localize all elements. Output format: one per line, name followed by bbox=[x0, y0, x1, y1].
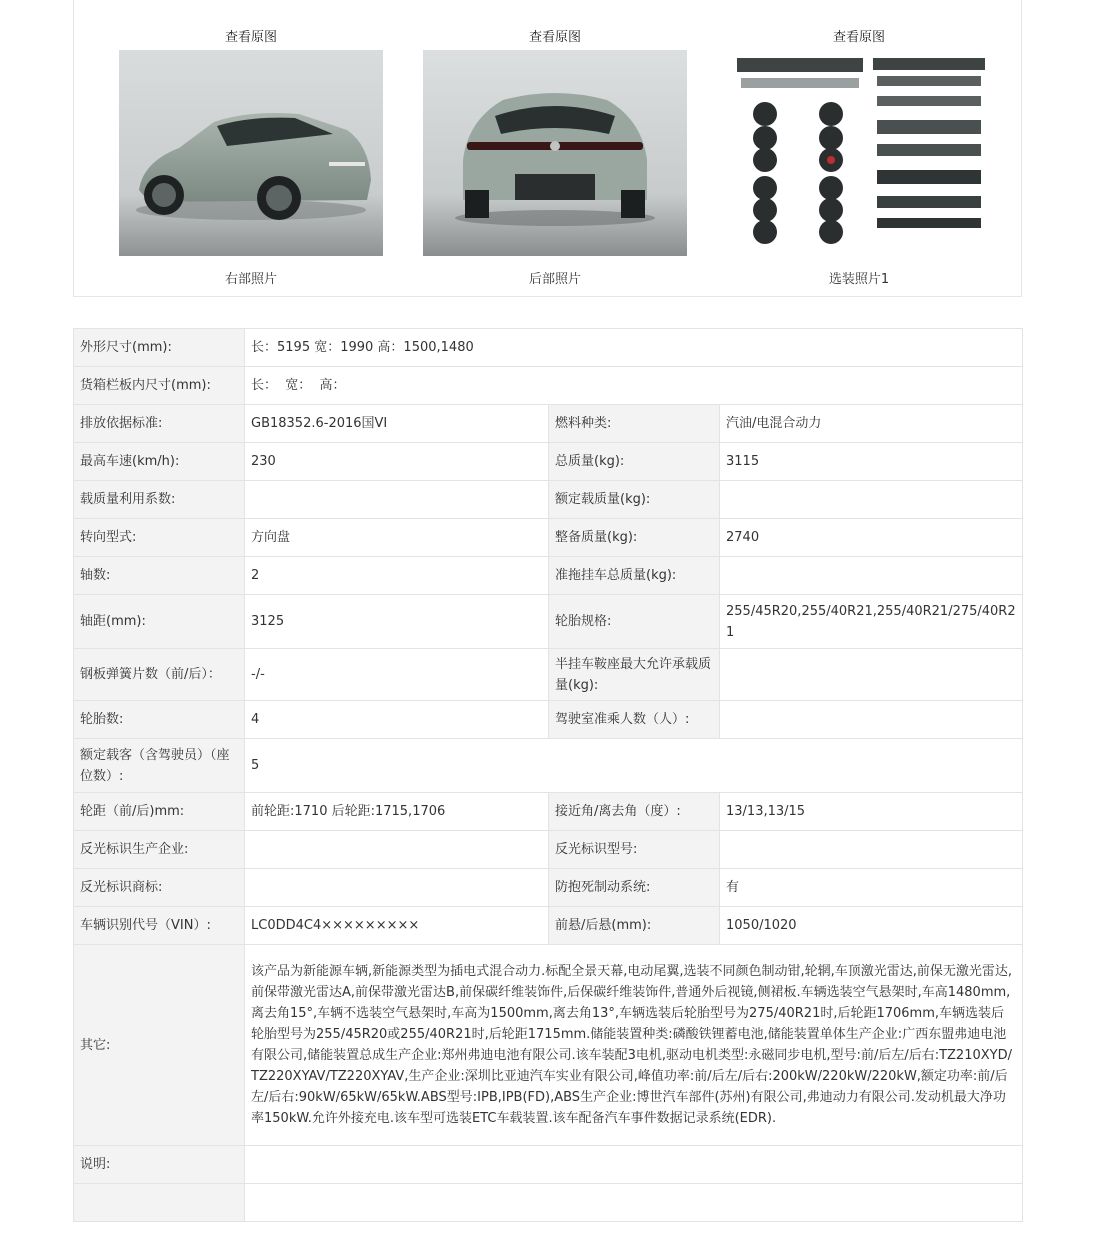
option-parts-photo[interactable] bbox=[727, 50, 991, 256]
spec-label: 整备质量(kg): bbox=[549, 519, 720, 557]
spec-value bbox=[245, 869, 549, 907]
table-row bbox=[74, 793, 1023, 831]
car-side-photo[interactable] bbox=[119, 50, 383, 256]
spec-value bbox=[245, 831, 549, 869]
spec-value: 长：5195 宽：1990 高：1500,1480 bbox=[245, 329, 1023, 367]
photo-cell-right bbox=[119, 0, 383, 297]
spec-value: -/- bbox=[245, 649, 549, 701]
spec-label: 轴数: bbox=[74, 557, 245, 595]
spec-label: 额定载客（含驾驶员）（座位数）: bbox=[74, 739, 245, 793]
spec-label: 接近角/离去角（度）: bbox=[549, 793, 720, 831]
spec-value: 汽油/电混合动力 bbox=[720, 405, 1023, 443]
table-row bbox=[74, 1184, 1023, 1222]
spec-value: LC0DD4C4××××××××× bbox=[245, 907, 549, 945]
spec-label: 半挂车鞍座最大允许承载质量(kg): bbox=[549, 649, 720, 701]
spec-label: 载质量利用系数: bbox=[74, 481, 245, 519]
spec-label: 最高车速(km/h): bbox=[74, 443, 245, 481]
spec-value: 2740 bbox=[720, 519, 1023, 557]
table-row bbox=[74, 405, 1023, 443]
spec-label: 轴距(mm): bbox=[74, 595, 245, 649]
spec-label: 外形尺寸(mm): bbox=[74, 329, 245, 367]
table-row bbox=[74, 907, 1023, 945]
spec-value bbox=[720, 481, 1023, 519]
photo-panel bbox=[73, 0, 1022, 297]
table-row bbox=[74, 739, 1023, 793]
spec-label: 额定载质量(kg): bbox=[549, 481, 720, 519]
table-row bbox=[74, 367, 1023, 405]
table-row bbox=[74, 649, 1023, 701]
spec-label: 防抱死制动系统: bbox=[549, 869, 720, 907]
spec-value: 230 bbox=[245, 443, 549, 481]
table-row bbox=[74, 869, 1023, 907]
table-row bbox=[74, 443, 1023, 481]
photo-caption: 选装照片1 bbox=[828, 272, 890, 287]
spec-label: 准拖挂车总质量(kg): bbox=[549, 557, 720, 595]
spec-value: 5 bbox=[245, 739, 1023, 793]
spec-value bbox=[720, 649, 1023, 701]
table-row bbox=[74, 557, 1023, 595]
table-row bbox=[74, 519, 1023, 557]
spec-label: 反光标识生产企业: bbox=[74, 831, 245, 869]
table-row bbox=[74, 831, 1023, 869]
spec-label: 轮胎数: bbox=[74, 701, 245, 739]
view-original-link[interactable]: 查看原图 bbox=[224, 30, 277, 45]
view-original-link[interactable]: 查看原图 bbox=[528, 30, 581, 45]
spec-table bbox=[73, 328, 1023, 1222]
spec-label: 排放依据标准: bbox=[74, 405, 245, 443]
spec-label: 轮胎规格: bbox=[549, 595, 720, 649]
spec-value-empty bbox=[245, 1184, 1023, 1222]
photo-caption: 后部照片 bbox=[528, 272, 581, 287]
spec-value bbox=[720, 831, 1023, 869]
table-row bbox=[74, 595, 1023, 649]
car-rear-photo[interactable] bbox=[423, 50, 687, 256]
spec-label: 总质量(kg): bbox=[549, 443, 720, 481]
table-row bbox=[74, 329, 1023, 367]
table-row bbox=[74, 945, 1023, 1146]
spec-value bbox=[720, 701, 1023, 739]
spec-label: 钢板弹簧片数（前/后）： bbox=[74, 649, 245, 701]
spec-value: 13/13,13/15 bbox=[720, 793, 1023, 831]
photo-cell-option bbox=[727, 0, 991, 297]
spec-value bbox=[245, 1146, 1023, 1184]
spec-value: 1050/1020 bbox=[720, 907, 1023, 945]
spec-label: 车辆识别代号（VIN）: bbox=[74, 907, 245, 945]
photo-cell-rear bbox=[423, 0, 687, 297]
spec-label: 说明: bbox=[74, 1146, 245, 1184]
spec-label: 反光标识型号: bbox=[549, 831, 720, 869]
spec-value: 有 bbox=[720, 869, 1023, 907]
spec-value: 方向盘 bbox=[245, 519, 549, 557]
spec-value: 前轮距:1710 后轮距:1715,1706 bbox=[245, 793, 549, 831]
table-row bbox=[74, 481, 1023, 519]
spec-value: 长： 宽： 高： bbox=[245, 367, 1023, 405]
spec-value: 3115 bbox=[720, 443, 1023, 481]
spec-value: 255/45R20,255/40R21,255/40R21/275/40R21 bbox=[720, 595, 1023, 649]
spec-value: 该产品为新能源车辆,新能源类型为插电式混合动力.标配全景天幕,电动尾翼,选装不同颜色制动钳,轮辋,车顶激光雷达,前保无激光雷达,前保带激光雷达A,前保带激光雷达B,前保碳纤维装饰件,后保碳纤维装饰件,普通外后视镜,侧裙板.车辆选装空气悬架时,车高1480mm,离去角15°,车辆不选装空气悬架时,车高为1500mm,离去角13°,车辆选装后轮胎型号为275/40R21时,后轮距1706mm,车辆选装后轮胎型号为255/45R20或255/40R21时,后轮距1715mm.储能装置种类:磷酸铁锂蓄电池,储能装置单体生产企业:广西东盟弗迪电池有限公司,储能装置总成生产企业:郑州弗迪电池有限公司.该车装配3电机,驱动电机类型:永磁同步电机,型号:前/后左/后右:TZ210XYD/TZ220XYAV/TZ220XYAV,生产企业:深圳比亚迪汽车实业有限公司,峰值功率:前/后左/后右:200kW/220kW/220kW,额定功率:前/后左/后右:90kW/65kW/65kW.ABS型号:IPB,IPB(FD),ABS生产企业:博世汽车部件(苏州)有限公司,弗迪动力有限公司.发动机最大净功率150kW.允许外接充电.该车型可选装ETC车载装置.该车配备汽车事件数据记录系统(EDR). bbox=[245, 945, 1023, 1146]
spec-label-empty bbox=[74, 1184, 245, 1222]
spec-label: 转向型式: bbox=[74, 519, 245, 557]
spec-value: GB18352.6-2016国VI bbox=[245, 405, 549, 443]
spec-label: 驾驶室准乘人数（人）: bbox=[549, 701, 720, 739]
photo-caption: 右部照片 bbox=[224, 272, 277, 287]
spec-value bbox=[245, 481, 549, 519]
spec-label: 其它: bbox=[74, 945, 245, 1146]
spec-label: 前悬/后悬(mm): bbox=[549, 907, 720, 945]
spec-value: 3125 bbox=[245, 595, 549, 649]
spec-label: 燃料种类: bbox=[549, 405, 720, 443]
spec-value: 4 bbox=[245, 701, 549, 739]
view-original-link[interactable]: 查看原图 bbox=[832, 30, 885, 45]
spec-value: 2 bbox=[245, 557, 549, 595]
spec-label: 货箱栏板内尺寸(mm): bbox=[74, 367, 245, 405]
table-row bbox=[74, 1146, 1023, 1184]
spec-label: 反光标识商标: bbox=[74, 869, 245, 907]
table-row bbox=[74, 701, 1023, 739]
spec-label: 轮距（前/后)mm: bbox=[74, 793, 245, 831]
spec-value bbox=[720, 557, 1023, 595]
